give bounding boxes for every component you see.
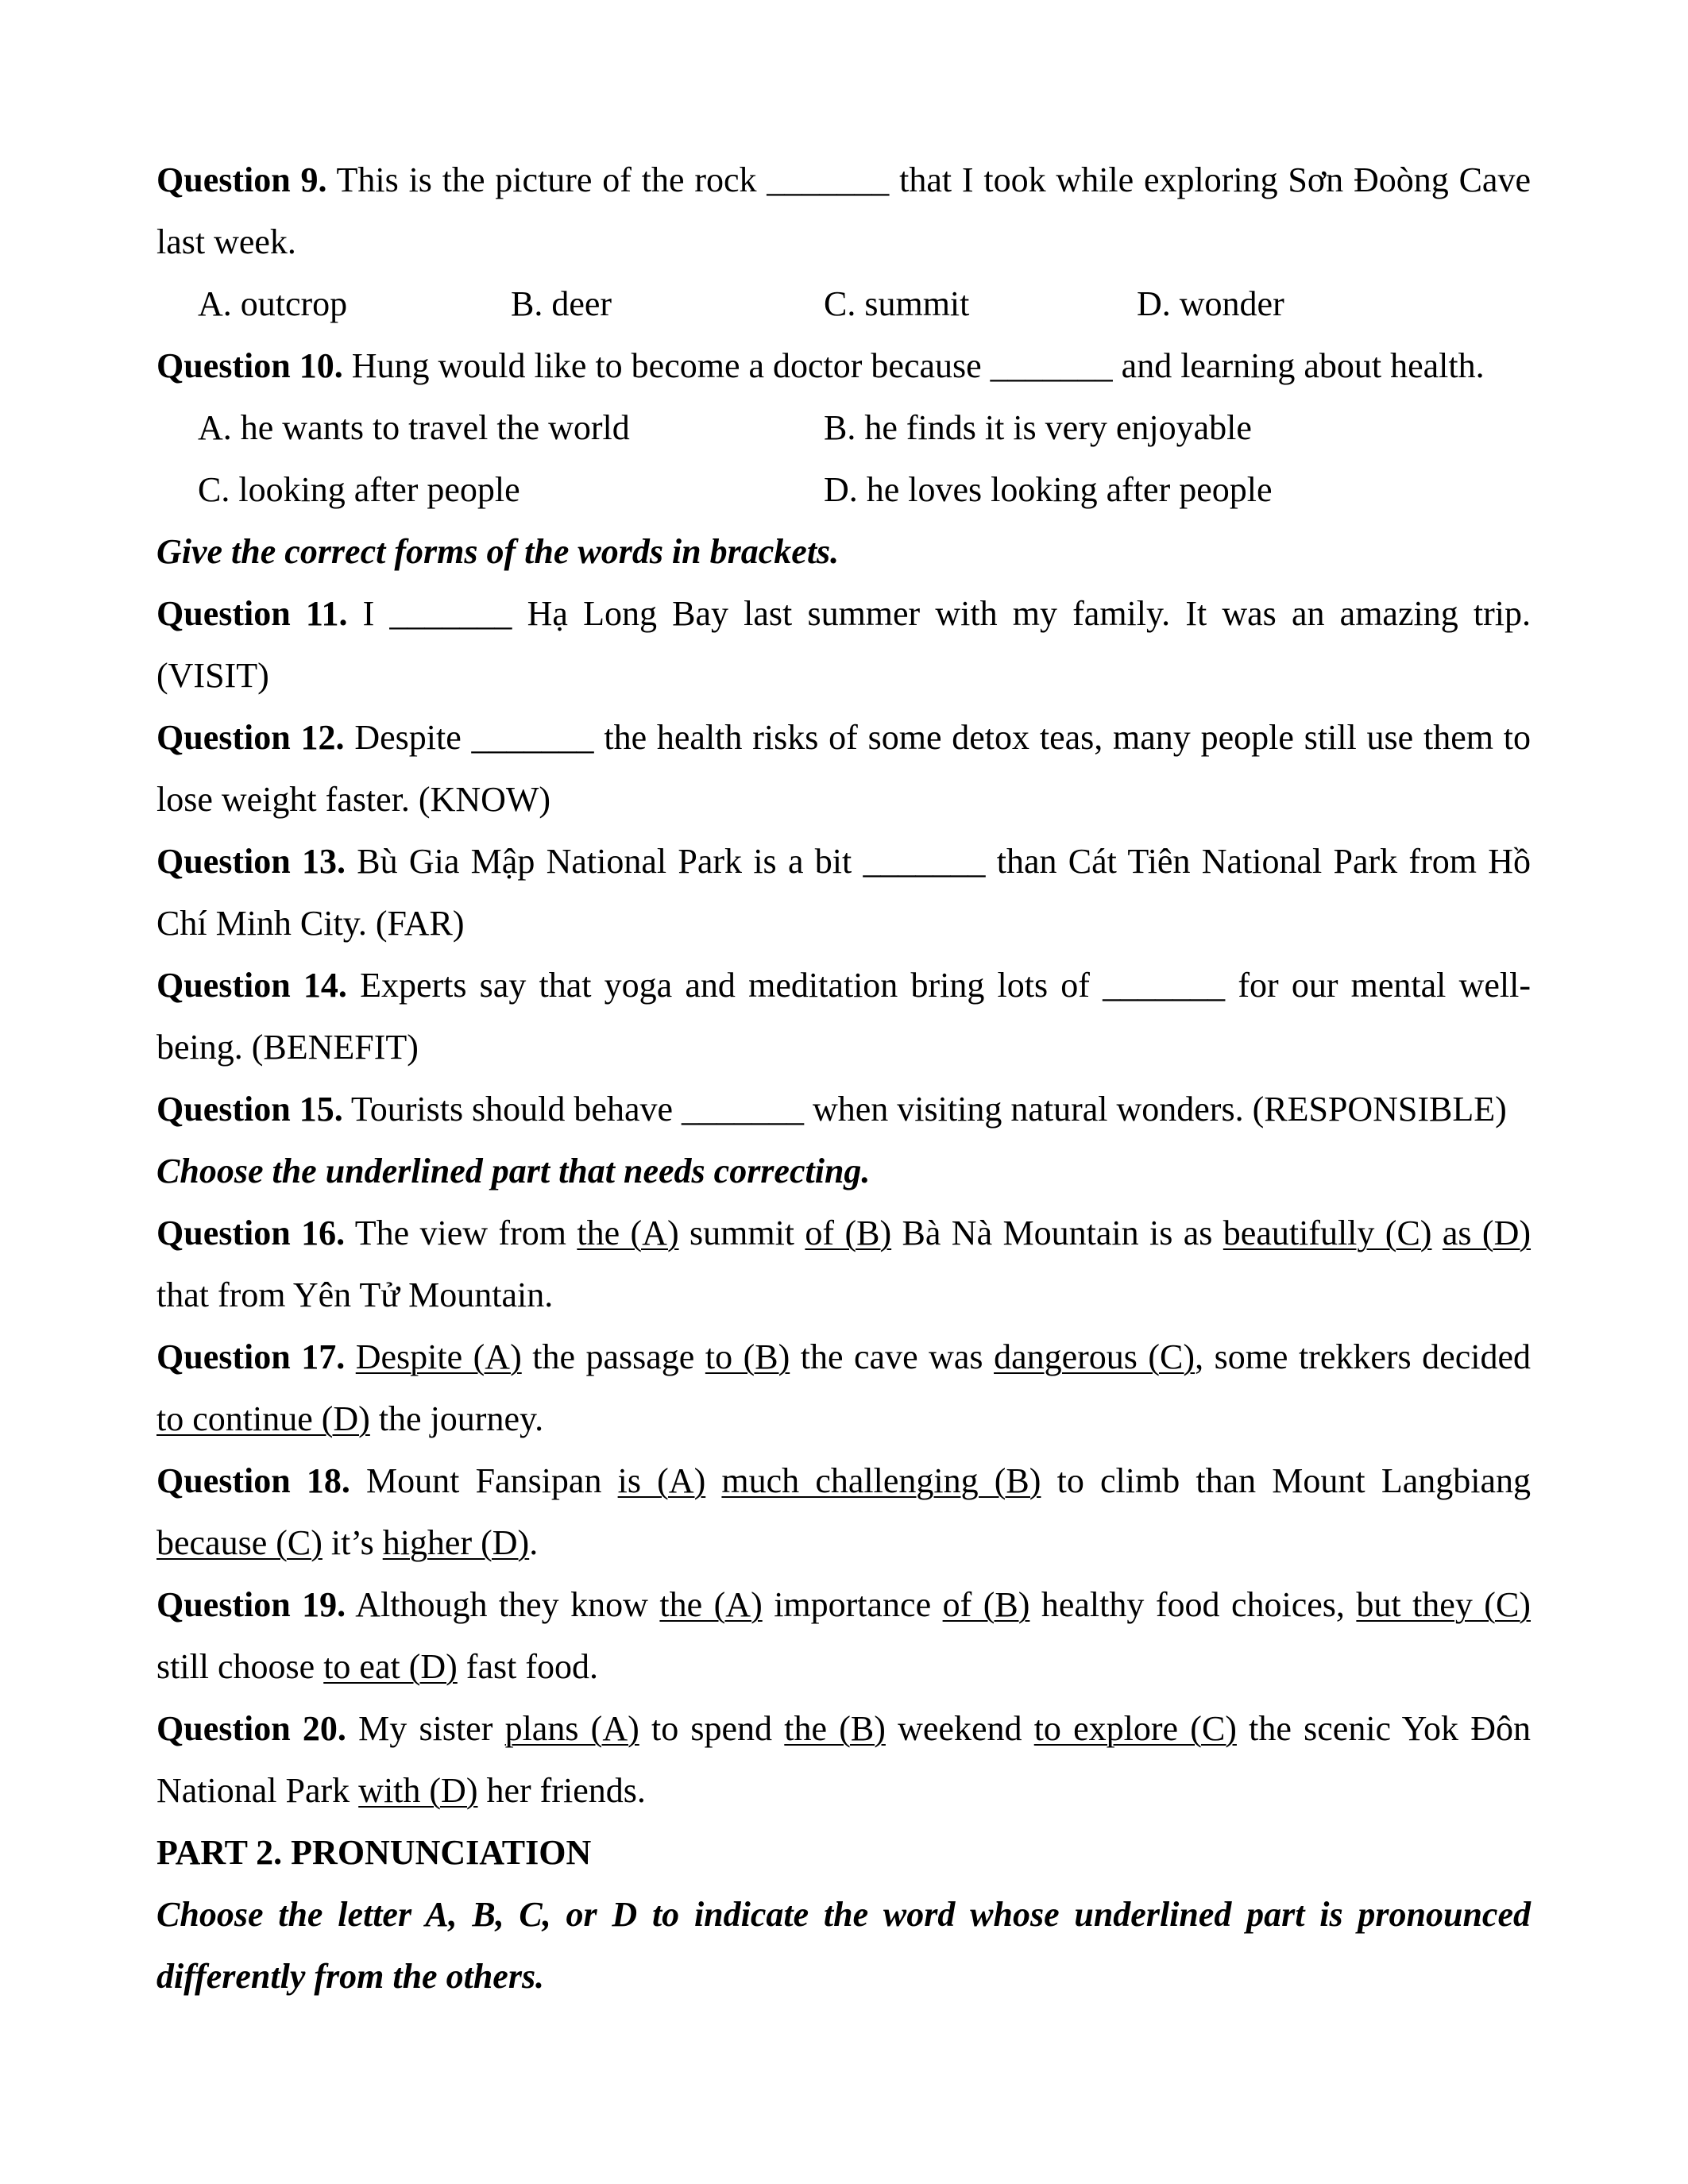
question-10 (156, 335, 1531, 397)
text-segment: summit (678, 1214, 805, 1252)
question-label: Question 11. (156, 594, 348, 633)
text-segment: it’s (322, 1523, 383, 1562)
question-16 (156, 1202, 1531, 1326)
text-segment: fast food. (457, 1647, 598, 1686)
question-20 (156, 1698, 1531, 1822)
question-label: Question 18. (156, 1461, 350, 1500)
text-segment: The view from (345, 1214, 577, 1252)
question-17 (156, 1326, 1531, 1450)
question-label: Question 16. (156, 1214, 346, 1252)
underlined-part-d: with (D) (358, 1771, 478, 1810)
text-segment: still choose (156, 1647, 324, 1686)
question-9-options (156, 273, 1531, 335)
underlined-part-d: as (D) (1442, 1214, 1532, 1252)
option-d: D. he loves looking after people (824, 470, 1273, 509)
underlined-part-d: to eat (D) (323, 1647, 458, 1686)
underlined-part-d: higher (D) (382, 1523, 530, 1562)
underlined-part-b: the (B) (784, 1709, 886, 1748)
question-label: Question 9. (156, 160, 327, 199)
question-text: Bù Gia Mập National Park is a bit _______ than Cát Tiên National Park from Hồ Chí Minh City. (FAR) (156, 842, 1532, 943)
question-label: Question 13. (156, 842, 346, 881)
text-segment (705, 1461, 721, 1500)
text-segment: importance (762, 1585, 943, 1624)
text-segment: Mount Fansipan (350, 1461, 618, 1500)
part-2-heading: PART 2. PRONUNCIATION (156, 1833, 592, 1872)
text-segment: My sister (346, 1709, 505, 1748)
question-14 (156, 955, 1531, 1078)
question-label: Question 12. (156, 718, 345, 757)
text-segment: her friends. (477, 1771, 646, 1810)
text-segment: healthy food choices, (1029, 1585, 1357, 1624)
option-b: B. he finds it is very enjoyable (824, 408, 1252, 447)
underlined-part-a: Despite (A) (355, 1337, 522, 1376)
question-15 (156, 1078, 1531, 1140)
underlined-part-a: plans (A) (504, 1709, 639, 1748)
text-segment (345, 1337, 356, 1376)
text-segment: the scenic Yok Đôn National Park (156, 1709, 1532, 1810)
question-label: Question 17. (156, 1337, 346, 1376)
section-heading-pronunciation: Choose the letter A, B, C, or D to indicate the word whose underlined part is pronounced differently from the others. (156, 1895, 1531, 1996)
option-c: C. summit (824, 284, 970, 323)
underlined-part-b: of (B) (805, 1214, 892, 1252)
text-segment: to spend (639, 1709, 785, 1748)
question-label: Question 15. (156, 1090, 343, 1129)
question-10-options-row2 (156, 459, 1531, 521)
question-text: Tourists should behave _______ when visiting natural wonders. (RESPONSIBLE) (342, 1090, 1507, 1129)
section-heading-error-correction: Choose the underlined part that needs correcting. (156, 1152, 871, 1190)
text-segment: the passage (521, 1337, 705, 1376)
option-a: A. he wants to travel the world (198, 408, 630, 447)
underlined-part-c: but they (C) (1356, 1585, 1531, 1624)
underlined-part-c: because (C) (156, 1523, 323, 1562)
text-segment: . (529, 1523, 539, 1562)
question-label: Question 10. (156, 346, 343, 385)
question-10-options-row1 (156, 397, 1531, 459)
underlined-part-b: to (B) (705, 1337, 790, 1376)
underlined-part-a: the (A) (659, 1585, 763, 1624)
question-12 (156, 707, 1531, 831)
text-segment: to climb than Mount Langbiang (1041, 1461, 1531, 1500)
question-text: Despite _______ the health risks of some detox teas, many people still use them to lose weight faster. (KNOW) (156, 718, 1531, 819)
question-13 (156, 831, 1531, 955)
question-19 (156, 1574, 1531, 1698)
option-d: D. wonder (1137, 284, 1284, 323)
worksheet-page (156, 149, 1531, 2008)
question-9 (156, 149, 1531, 273)
question-11 (156, 583, 1531, 707)
text-segment: , some trekkers decided (1195, 1337, 1531, 1376)
text-segment: that from Yên Tử Mountain. (156, 1275, 554, 1314)
question-text: Experts say that yoga and meditation bring lots of _______ for our mental well-being. (BENEFIT) (156, 966, 1531, 1067)
option-c: C. looking after people (198, 470, 520, 509)
text-segment: Bà Nà Mountain is as (891, 1214, 1223, 1252)
text-segment: the journey. (369, 1399, 544, 1438)
text-segment: the cave was (790, 1337, 995, 1376)
underlined-part-c: beautifully (C) (1223, 1214, 1432, 1252)
question-text: Hung would like to become a doctor because _______ and learning about health. (342, 346, 1485, 385)
underlined-part-c: to explore (C) (1033, 1709, 1237, 1748)
question-label: Question 20. (156, 1709, 346, 1748)
text-segment: Although they know (346, 1585, 660, 1624)
option-b: B. deer (511, 284, 612, 323)
underlined-part-a: the (A) (577, 1214, 679, 1252)
underlined-part-a: is (A) (617, 1461, 706, 1500)
question-text: I _______ Hạ Long Bay last summer with my family. It was an amazing trip. (VISIT) (156, 594, 1531, 695)
section-heading-word-forms: Give the correct forms of the words in brackets. (156, 532, 840, 571)
text-segment: weekend (885, 1709, 1034, 1748)
underlined-part-d: to continue (D) (156, 1399, 370, 1438)
question-label: Question 19. (156, 1585, 346, 1624)
question-text: This is the picture of the rock _______ that I took while exploring Sơn Đoòng Cave last week. (156, 160, 1531, 261)
underlined-part-c: dangerous (C) (994, 1337, 1196, 1376)
question-18 (156, 1450, 1531, 1574)
option-a: A. outcrop (198, 284, 348, 323)
underlined-part-b: much challenging (B) (721, 1461, 1041, 1500)
underlined-part-b: of (B) (942, 1585, 1030, 1624)
question-label: Question 14. (156, 966, 347, 1005)
text-segment (1431, 1214, 1442, 1252)
